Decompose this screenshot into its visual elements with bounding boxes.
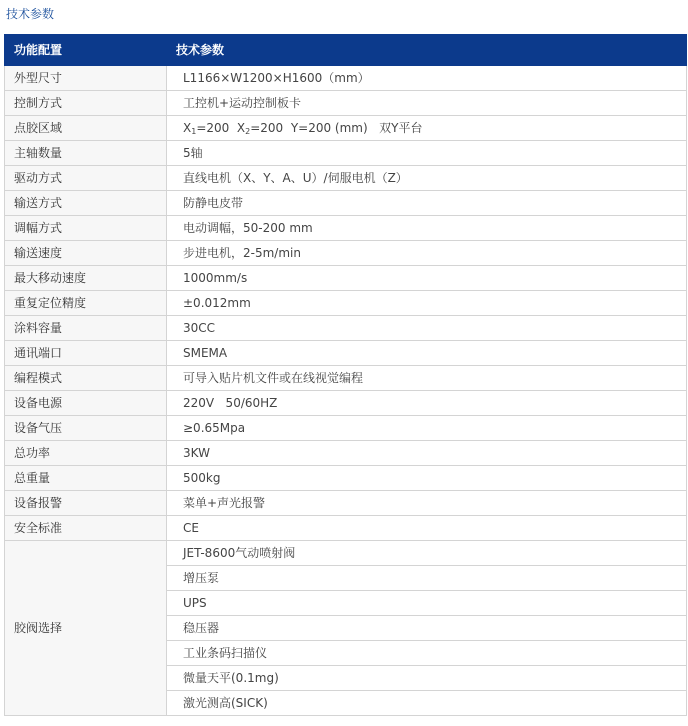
row-label: 重复定位精度 <box>5 291 167 316</box>
value-subscript: 1 <box>191 127 197 136</box>
row-label: 设备气压 <box>5 416 167 441</box>
row-value: 5轴 <box>167 141 687 166</box>
row-value: L1166×W1200×H1600（mm） <box>167 66 687 91</box>
row-value: 30CC <box>167 316 687 341</box>
row-value: 防静电皮带 <box>167 191 687 216</box>
row-label: 设备报警 <box>5 491 167 516</box>
row-value: 电动调幅，50-200 mm <box>167 216 687 241</box>
table-row <box>5 91 687 116</box>
row-value: 220V 50/60HZ <box>167 391 687 416</box>
table-row <box>5 466 687 491</box>
row-value: ≥0.65Mpa <box>167 416 687 441</box>
spec-table <box>4 34 687 716</box>
valve-option: 稳压器 <box>167 616 687 641</box>
table-row <box>5 291 687 316</box>
valve-option: JET-8600气动喷射阀 <box>167 541 687 566</box>
row-label: 控制方式 <box>5 91 167 116</box>
row-value: ±0.012mm <box>167 291 687 316</box>
row-label: 通讯端口 <box>5 341 167 366</box>
row-label: 总功率 <box>5 441 167 466</box>
row-value: 工控机+运动控制板卡 <box>167 91 687 116</box>
table-row <box>5 441 687 466</box>
row-label: 点胶区域 <box>5 116 167 141</box>
row-label: 涂料容量 <box>5 316 167 341</box>
row-label: 设备电源 <box>5 391 167 416</box>
valve-option: 工业条码扫描仪 <box>167 641 687 666</box>
table-row <box>5 66 687 91</box>
table-header-row <box>5 35 687 66</box>
row-value: 可导入贴片机文件或在线视觉编程 <box>167 366 687 391</box>
table-row <box>5 191 687 216</box>
row-label: 外型尺寸 <box>5 66 167 91</box>
row-value: 直线电机（X、Y、A、U）/伺服电机（Z） <box>167 166 687 191</box>
row-label: 输送方式 <box>5 191 167 216</box>
table-row <box>5 166 687 191</box>
row-label: 最大移动速度 <box>5 266 167 291</box>
table-row <box>5 216 687 241</box>
row-value: SMEMA <box>167 341 687 366</box>
header-parameters: 技术参数 <box>167 35 687 66</box>
table-row <box>5 416 687 441</box>
valve-option: 微量天平(0.1mg) <box>167 666 687 691</box>
table-row <box>5 541 687 566</box>
table-row <box>5 366 687 391</box>
table-row <box>5 116 687 141</box>
row-value: 500kg <box>167 466 687 491</box>
row-value: 菜单+声光报警 <box>167 491 687 516</box>
table-row <box>5 141 687 166</box>
page-title: 技术参数 <box>6 7 55 21</box>
row-value: 3KW <box>167 441 687 466</box>
row-value: 1000mm/s <box>167 266 687 291</box>
row-value: CE <box>167 516 687 541</box>
table-row <box>5 491 687 516</box>
valve-option: UPS <box>167 591 687 616</box>
table-row <box>5 241 687 266</box>
row-label: 驱动方式 <box>5 166 167 191</box>
row-value <box>167 116 687 141</box>
row-label: 总重量 <box>5 466 167 491</box>
table-row <box>5 266 687 291</box>
valve-option: 激光测高(SICK) <box>167 691 687 716</box>
row-label: 调幅方式 <box>5 216 167 241</box>
header-function: 功能配置 <box>5 35 167 66</box>
row-label: 编程模式 <box>5 366 167 391</box>
value-part: =200 X <box>196 121 246 135</box>
row-label: 主轴数量 <box>5 141 167 166</box>
row-value: 步进电机，2-5m/min <box>167 241 687 266</box>
row-label: 输送速度 <box>5 241 167 266</box>
valve-option: 增压泵 <box>167 566 687 591</box>
value-subscript: 2 <box>245 127 251 136</box>
value-part: =200 Y=200 (mm) 双Y平台 <box>250 121 423 135</box>
table-row <box>5 391 687 416</box>
table-row <box>5 341 687 366</box>
table-row <box>5 316 687 341</box>
value-part: X <box>183 121 192 135</box>
valve-group-label: 胶阀选择 <box>5 541 167 716</box>
table-row <box>5 516 687 541</box>
row-label: 安全标准 <box>5 516 167 541</box>
